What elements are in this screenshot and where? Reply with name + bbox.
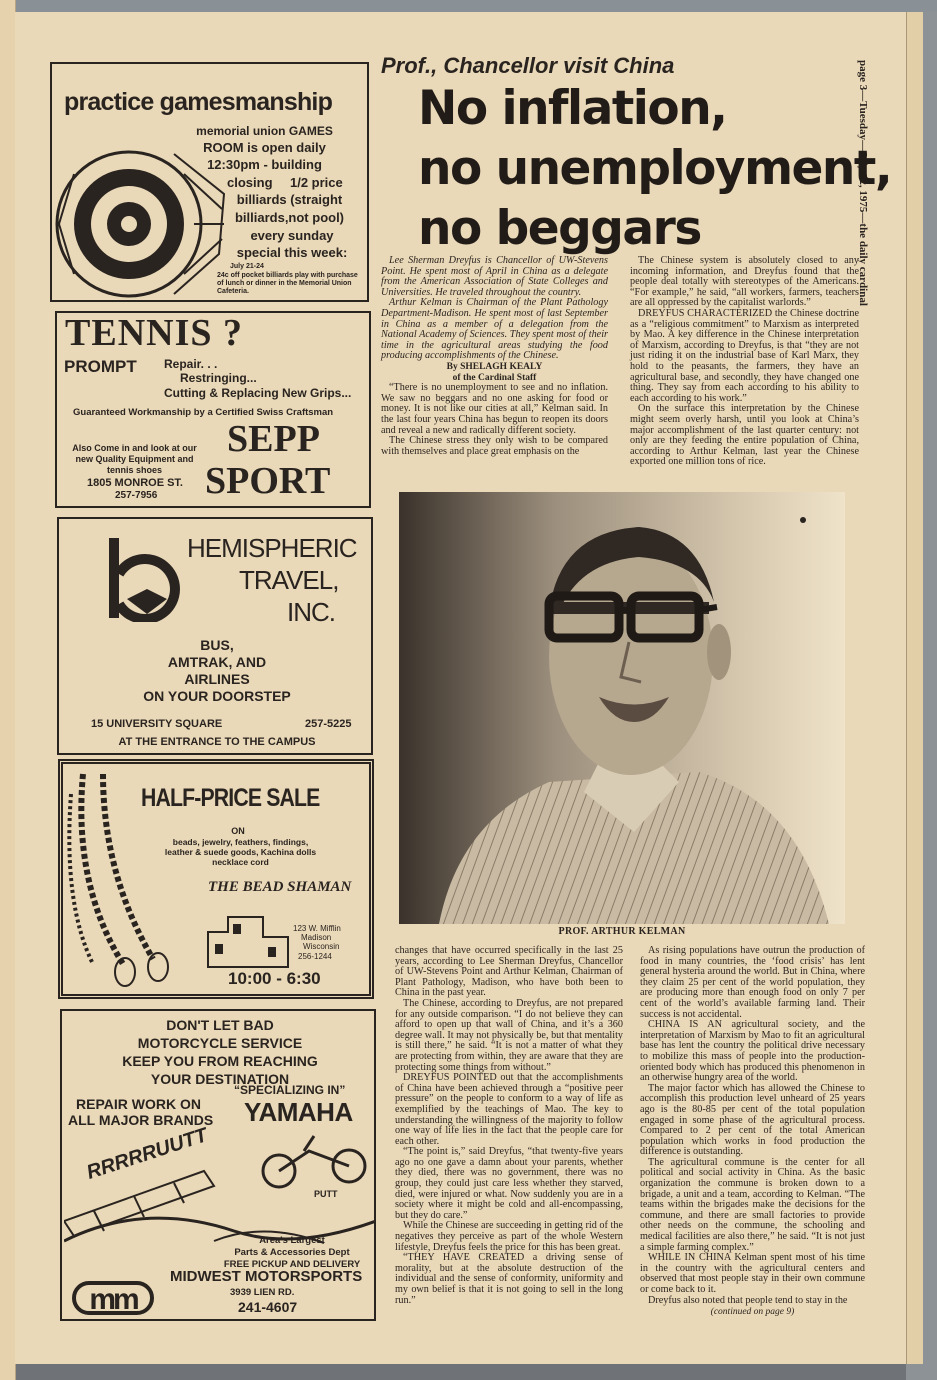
lower-para-11: WHILE IN CHINA Kelman spent most of his time in the country with the agricultural centers and observed that most people stay in their own commune or come back to it.: [640, 1252, 865, 1295]
scan-right-edge: [906, 12, 937, 1380]
travel-tagline-2: AMTRAK, AND: [167, 654, 267, 670]
travel-address: 15 UNIVERSITY SQUARE: [91, 718, 223, 730]
travel-footer: AT THE ENTRANCE TO THE CAMPUS: [118, 736, 316, 748]
tennis-ad-phone: 257-7956: [115, 490, 158, 501]
lower-para-3: DREYFUS POINTED out that the accomplishments of China have been achieved through a “positive peer pressure” on the people to conform to a way of life as exemplified by the teachings of Mao. The key to understanding the willingness of the majority to follow one way of life lies in the fact that the people care for each other.: [395, 1072, 623, 1147]
sepp-sport-ad: [55, 311, 371, 508]
lower-column-2: [640, 946, 865, 1318]
intro-kelman: Arthur Kelman is Chairman of the Plant Pathology Department-Madison. He spent most of last September in China as a member of a delegation from the National Academy of Sciences. They spent most of their time in the agricultural areas studying the food producing accomplishments of the Chinese.: [381, 297, 608, 362]
travel-tagline-1: BUS,: [200, 637, 234, 653]
headline-line-1: No inflation,: [418, 81, 727, 136]
games-ad-line-6: billiards (straight: [236, 192, 343, 207]
lower-para-9: The major factor which has allowed the Chinese to accomplish this production level unheard of 25 years ago is the 80-85 per cent of the total population engaged in some phase of the agricultural process. Compared to 2 per cent of the total American population which works in food production the difference is outstanding.: [640, 1082, 865, 1158]
body-para-2: The Chinese stress they only wish to be compared with themselves and place great emphasis on the: [381, 435, 608, 457]
yamaha-logo: YAMAHA: [244, 1097, 353, 1127]
moto-headline-2: MOTORCYCLE SERVICE: [137, 1035, 303, 1051]
body-para-4: DREYFUS CHARACTERIZED the Chinese doctrine as a “religious commitment” to Marxism as interpreted by Mao. A key difference in the Chinese interpretation of Marxism, according to Dreyfus, is that “they are not just riding it on the industrial base of Karl Marx, they hold to the peasants, the farmers, they have an agricultural base, and secondly, they have changed one thing. They say from each according to his ability to each according to his work.”: [630, 307, 859, 404]
byline-org: of the Cardinal Staff: [452, 372, 537, 383]
continued-note: (continued on page 9): [710, 1307, 795, 1318]
kelman-photo: [399, 492, 845, 924]
travel-name-1: HEMISPHERIC: [187, 533, 357, 563]
moto-repair-1: REPAIR WORK ON: [76, 1096, 201, 1112]
games-ad-line-1: memorial union GAMES: [196, 124, 333, 138]
bead-address-3: Wisconsin: [303, 942, 340, 951]
hemispheric-travel-ad: [57, 517, 373, 755]
bead-address-2: Madison: [301, 933, 332, 942]
tennis-ad-guarantee: Guaranteed Workmanship by a Certified Swiss Craftsman: [73, 407, 334, 418]
games-ad-dates: July 21-24: [230, 263, 264, 270]
games-ad-title: practice gamesmanship: [64, 88, 333, 116]
bead-ad-on: ON: [231, 826, 245, 836]
scan-top-strip: [0, 0, 937, 12]
pueblo-illustration: [203, 902, 293, 972]
bead-ad-items: beads, jewelry, feathers, findings, leather & suede goods, Kachina dolls necklace cord: [164, 837, 317, 867]
lower-para-2: The Chinese, according to Dreyfus, are not prepared for any outside comparison. “I do not believe they can afford to open up that wall of China, and it’s a 360 degree wall. It may not physically be, but that mentality is still there,” he said. “It is not a matter of what they are protecting from within, they are aware that they are protecting some things from without.”: [395, 997, 623, 1073]
moto-headline-3: KEEP YOU FROM REACHING: [122, 1053, 318, 1069]
games-ad-line-7: billiards,not pool): [234, 210, 345, 225]
bead-hours: 10:00 - 6:30: [228, 969, 321, 988]
moto-headline-1: DON'T LET BAD: [166, 1017, 274, 1033]
moto-putt: PUTT: [314, 1189, 338, 1199]
lower-para-12: Dreyfus also noted that people tend to stay in the: [648, 1294, 848, 1306]
tennis-ad-also: Also Come in and look at our new Quality Equipment and tennis shoes: [72, 443, 197, 475]
moto-shop: MIDWEST MOTORSPORTS: [170, 1268, 363, 1285]
bead-address-1: 123 W. Mifflin: [293, 924, 341, 933]
bead-ad-title: HALF-PRICE SALE: [141, 784, 320, 812]
headline-line-2: no unemployment,: [418, 141, 892, 196]
games-ad-line-5: 1/2 price: [290, 175, 343, 190]
byline: By SHELAGH KEALY: [446, 361, 543, 372]
previous-page-edge: [0, 0, 16, 1380]
travel-name-2: TRAVEL,: [239, 565, 339, 595]
lower-column-1: [395, 946, 623, 1306]
lower-para-5: While the Chinese are succeeding in getting rid of the negatives they perceive as part of the whole Western lifestyle, Dreyfus feels the price for this has been great.: [395, 1220, 623, 1253]
running-head-text: page 3—Tuesday—July 22, 1975—the daily cardinal: [857, 60, 869, 306]
sport-logo: SPORT: [205, 460, 331, 502]
moto-repair-2: ALL MAJOR BRANDS: [68, 1112, 214, 1128]
headline-line-3: no beggars: [418, 201, 701, 256]
lower-para-6: “THEY HAVE CREATED a driving sense of morality, but at the absolute destruction of the individual and the sense of conformity, uniformity and my own belief is that it is not going to sell in the long run.”: [395, 1252, 623, 1306]
games-ad-line-2: ROOM is open daily: [203, 140, 326, 155]
tennis-ad-address: 1805 MONROE ST.: [87, 477, 183, 489]
games-room-ad: [50, 62, 369, 302]
body-para-1: “There is no unemployment to see and no inflation. We saw no beggars and no one asking for food or money. It is not like our cities at all,” Kelman said. In the last four years China has begun to reopen its doors and reveal a new and radically different society.: [381, 382, 608, 436]
tennis-ad-title: TENNIS ?: [65, 312, 243, 354]
midwest-motorsports-ad: [60, 1009, 376, 1321]
moto-parts-1: Area's Largest: [259, 1235, 325, 1246]
bead-address-4: 256-1244: [298, 952, 332, 961]
games-ad-line-8: every sunday: [250, 228, 334, 243]
moto-phone: 241-4607: [238, 1299, 298, 1315]
moto-sound: RRRRRUUTT: [84, 1124, 211, 1184]
moto-free: FREE PICKUP AND DELIVERY: [223, 1259, 361, 1270]
moto-address: 3939 LIEN RD.: [230, 1287, 295, 1298]
games-ad-line-4: closing: [227, 175, 273, 190]
tennis-ad-service-3: Cutting & Replacing New Grips...: [164, 386, 352, 400]
body-para-3: The Chinese system is absolutely closed to any incoming information, and Dreyfus found that the people deal totally with stereotypes of the Americans. “For example,” he said, “all workers, farmers, teachers are all oppressed by the capitalist warlords.”: [630, 255, 859, 309]
body-para-5: On the surface this interpretation by the Chinese might seem overly harsh, until you look at China’s major accomplishment of the last quarter century: not only are they feeding the entire population of China, according to Arthur Kelman, last year the Chinese exported one million tons of rice.: [630, 403, 859, 468]
intro-dreyfus: Lee Sherman Dreyfus is Chancellor of UW-Stevens Point. He spent most of April in China as a delegate from the American Association of State Colleges and Universities. He traveled throughout the country.: [381, 255, 608, 298]
games-ad-offer: 24c off pocket billiards play with purchase of lunch or dinner in the Memorial Union Cafeteria.: [217, 272, 358, 295]
tennis-ad-service-1: Repair. . .: [164, 357, 218, 371]
travel-tagline-3: AIRLINES: [184, 671, 250, 687]
sepp-logo: SEPP: [227, 418, 320, 460]
lower-para-1: changes that have occurred specifically in the last 25 years, according to Lee Sherman Dreyfus, Chancellor of UW-Stevens Point and Arthur Kelman, Chairman of Plant Pathology, Madison, who have both been to China in the past year.: [395, 945, 623, 999]
moto-parts-2: Parts & Accessories Dept: [234, 1247, 350, 1258]
lower-para-10: The agricultural commune is the center for all political and social activity in China. As the basic organization the commune is broken down to a brigade, a unit and a team, according to Kelman. “The teams within the brigades make the decisions for the commune, and there are small factories to provide other needs on the commune, the schooling and medical facilities are also there,” he said. “It is not just a simple farming complex.”: [640, 1156, 865, 1253]
bead-ad-shop: THE BEAD SHAMAN: [208, 879, 352, 895]
moto-logo: mm: [72, 1281, 154, 1315]
bead-shaman-ad: [58, 759, 374, 999]
games-ad-line-9: special this week:: [236, 245, 348, 260]
travel-name-3: INC.: [287, 597, 335, 627]
tennis-ad-service-2: Restringing...: [180, 371, 257, 385]
upper-column-2: [630, 256, 859, 468]
lower-para-8: CHINA IS AN agricultural society, and the interpretation of Marxism by Mao to fit an agricultural base has lent the country the political drive necessary to mobilize this mass of people into the production-oriented body which has produced this phenomenon in an otherwise hungry area of the world.: [640, 1019, 865, 1084]
tennis-ad-prompt: PROMPT: [64, 357, 137, 376]
lower-para-7: As rising populations have outrun the production of food in many countries, the ‘food crisis’ has lent general hysteria around the world. But in China, where they claim 25 per cent of the world population, they are producing more than enough food on only 7 per cent of the world’s available farming land. Their success is not accidental.: [640, 945, 865, 1020]
travel-phone: 257-5225: [305, 718, 352, 730]
moto-specializing: “SPECIALIZING IN”: [234, 1083, 346, 1097]
photo-caption: PROF. ARTHUR KELMAN: [558, 926, 686, 937]
article-kicker: Prof., Chancellor visit China: [381, 53, 675, 78]
travel-logo: [107, 534, 189, 622]
moto-headline-4: YOUR DESTINATION: [150, 1071, 290, 1087]
games-ad-line-3: 12:30pm - building: [207, 157, 322, 172]
upper-column-1: [381, 256, 608, 457]
travel-tagline-4: ON YOUR DOORSTEP: [143, 688, 291, 704]
lower-para-4: “The point is,” said Dreyfus, “that twenty-five years ago no one gave a damn about your parents, whether they died, there was no government, there was no group, they could just care less whether they starved, died, were injured or what. Now suddenly you are in a society where it might be cold and all-encompassing, but they do care.”: [395, 1146, 623, 1221]
